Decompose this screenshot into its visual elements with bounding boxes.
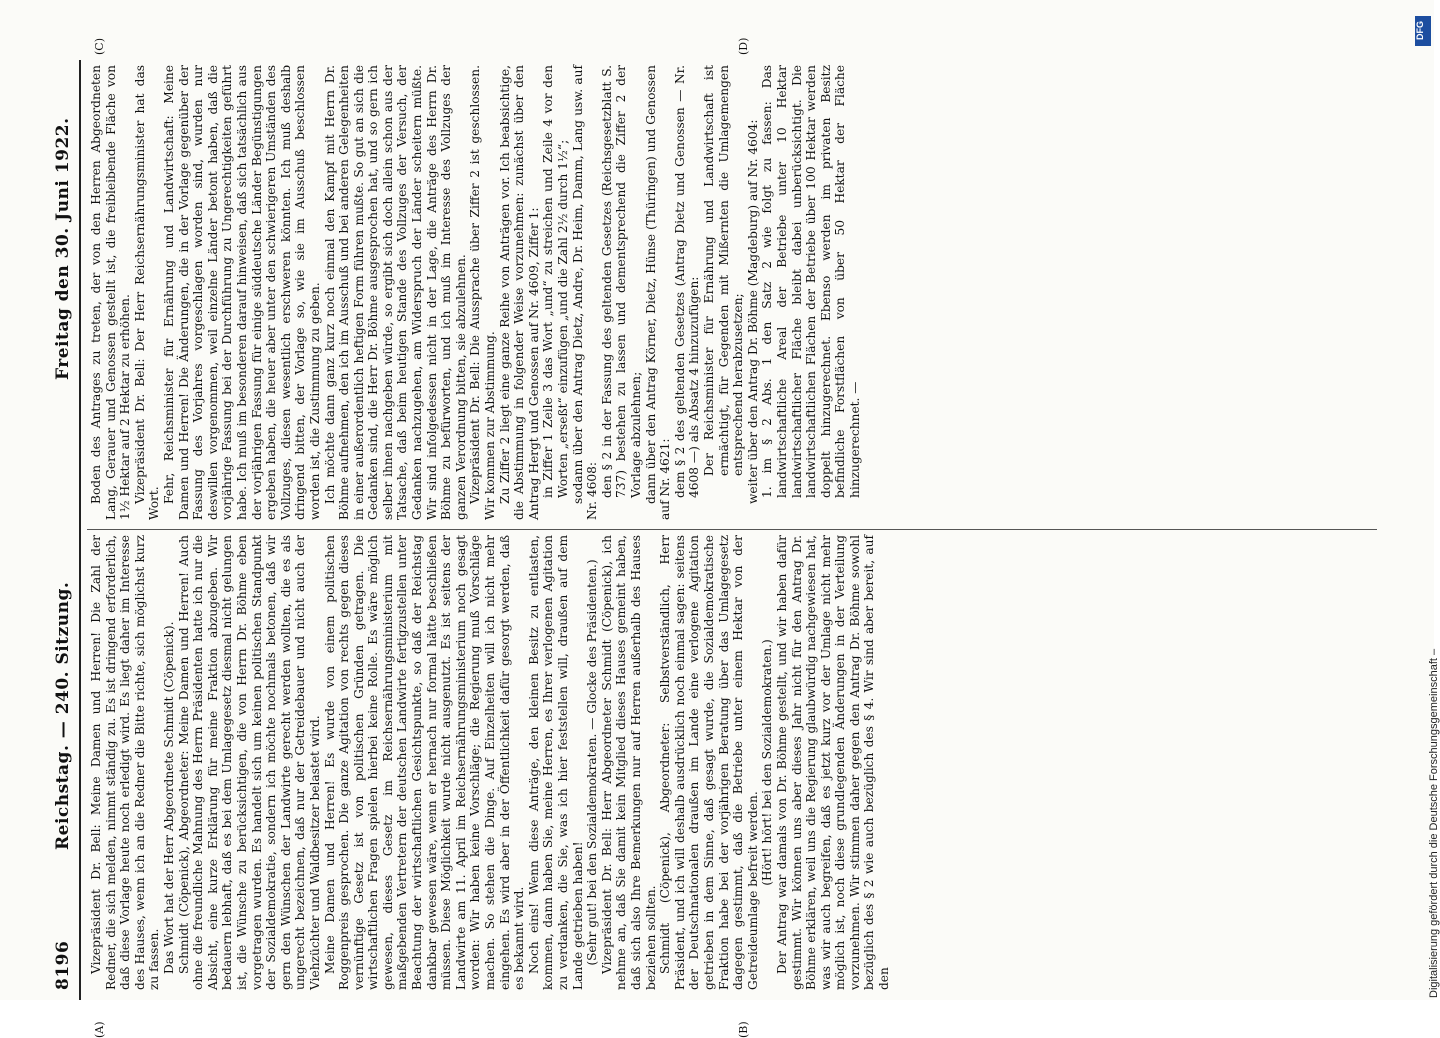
paragraph: Schmidt (Cöpenick), Abgeordneter: Meine Damen und Herren! Auch ohne die freundliche Mahnung des Herrn Präsidenten hatte ich nur die Absicht, eine kurze Erklärung für meine Fraktion abzugeben. Wir bedauern lebhaft, daß es bei dem Umlagegesetz diesmal nicht gelungen ist, die Wünsche zu berücksichtigen, die von Herrn Dr. Böhme eben vorgetragen wurden. Es handelt sich um keinen politischen Standpunkt der Sozialdemokratie, sondern ich möchte nochmals betonen, daß wir gern den Wünschen der Landwirte gerecht werden wollten, die es als ungerecht bezeichnen, daß nur der Getreidebauer und nicht auch der Viehzüchter und Waldbesitzer belastet wird. (176, 535, 322, 990)
page-header (47, 60, 77, 1000)
paragraph: Schmidt (Cöpenick), Abgeordneter: Selbstverständlich, Herr Präsident, und ich will deshalb ausdrücklich noch einmal sagen: seitens der Deutschnationalen draußen im Lande eine verlogene Agitation getrieben in dem Sinne, daß gesagt wurde, die Sozialdemokratische Fraktion habe bei der vorjährigen Beratung über das Umlagegesetz dagegen gestimmt, daß die Betriebe unter einem Hektar von der Getreideumlage befreit werden. (658, 535, 760, 990)
digitization-stamp (1414, 8, 1440, 998)
margin-marker-c: (C) (93, 38, 106, 55)
margin-marker-b: (B) (737, 1021, 750, 1038)
motion-text: in Ziffer 1 Zeile 3 das Wort „und“ zu streichen und Zeile 4 vor den Worten „erseßt“ einzufügen „und die Zahl 2½ durch 1½“; (541, 65, 570, 498)
paragraph: Das Wort hat der Herr Abgeordnete Schmidt (Cöpenick). (161, 621, 176, 974)
paragraph: Vizepräsident Dr. Bell: Der Herr Reichsernährungsminister hat das Wort. (132, 65, 162, 520)
paragraph: Der Antrag war damals von Dr. Böhme gestellt, und wir haben dafür gestimmt. Wir können uns aber dieses Jahr nicht für den Antrag Dr. Böhme erklären, weil uns die Regierung glaubwürdig nachgewiesen hat, was wir auch begreifen, daß es jetzt kurz vor der Umlage nicht mehr möglich ist, noch diese grundlegenden Änderungen in der Verteilung vorzunehmen. Wir stimmen daher gegen den Antrag Dr. Böhme sowohl bezüglich des § 2 wie auch bezüglich des § 4. Wir sind aber bereit, auf den (774, 535, 892, 990)
right-column (89, 65, 862, 520)
motion-text: Der Reichsminister für Ernährung und Landwirtschaft ist ermächtigt, für Gegenden mit Mißernten die Umlagemengen entsprechend herabzusetzen; (701, 65, 746, 476)
interjection: (Hört! hört! bei den Sozialdemokraten.) (760, 639, 775, 886)
paragraph: Noch eins! Wenn diese Anträge, den kleinen Besitz zu entlasten, kommen, dann haben Sie, meine Herren, es Ihrer verlogenen Agitation zu verdanken, die Sie, was ich hier feststellen will, draußen auf dem Lande getrieben haben! (526, 535, 585, 990)
motion-text: 1. im § 2 Abs. 1 den Satz 2 wie folgt zu fassen: Das landwirtschaftliche Areal der Betriebe unter 10 Hektar landwirtschaftlicher Fläche bleibt dabei unberücksichtigt. Die landwirtschaftlichen Flächen der Betriebe über 100 Hektar werden doppelt hinzugerechnet. Ebenso werden im privaten Besitz befindliche Forstflächen von über 50 Hektar der Fläche hinzugerechnet. — (760, 65, 862, 498)
paragraph: Vizepräsident Dr. Bell: Meine Damen und Herren! Die Zahl der Redner, die sich melden, nimmt ständig zu. Es ist dringend erforderlich, daß diese Vorlage heute noch erledigt wird. Es liegt daher im Interesse des Hauses, wenn ich an die Redner die Bitte richte, sich möglichst kurz zu fassen. (89, 535, 162, 990)
stamp-text: Digitalisierung gefördert durch die Deutsche Forschungsgemeinschaft – (1428, 648, 1440, 998)
page-number: 8196 (53, 940, 73, 990)
paragraph: Boden des Antrages zu treten, der von den Herren Abgeordneten Lang, Gerauer und Genossen gestellt ist, die freibleibende Fläche von 1½ Hektar auf 2 Hektar zu erhöhen. (89, 65, 133, 520)
header-rule (79, 60, 81, 1000)
paragraph: sodann über den Antrag Dietz, Andre, Dr. Heim, Damm, Lang usw. auf Nr. 4608: (570, 65, 600, 520)
motion-text: den § 2 in der Fassung des geltenden Gesetzes (Reichsgesetzblatt S. 737) bestehen zu lassen und dementsprechend die Ziffer 2 der Vorlage abzulehnen; (599, 65, 643, 498)
paragraph: Zu Ziffer 2 liegt eine ganze Reihe von Anträgen vor. Ich beabsichtige, die Abstimmung in folgender Weise vorzunehmen: zunächst über den Antrag Hergt und Genossen auf Nr. 4609, Ziffer 1: (497, 65, 541, 520)
left-column (89, 535, 892, 990)
margin-marker-d: (D) (737, 37, 750, 55)
paragraph: Vizepräsident Dr. Bell: Herr Abgeordneter Schmidt (Cöpenick), ich nehme an, daß Sie damit kein Mitglied dieses Hauses gemeint haben, daß sich also Ihre Bemerkungen nur auf Herren außerhalb des Hauses beziehen sollten. (599, 535, 658, 990)
paragraph: weiter über den Antrag Dr. Böhme (Magdeburg) auf Nr. 4604: (745, 119, 760, 504)
rotated-page-content (47, 37, 1387, 1038)
motion-text: dem § 2 des geltenden Gesetzes (Antrag Dietz und Genossen — Nr. 4608 —) als Absatz 4 hinzuzufügen: (672, 65, 702, 498)
interjection: (Sehr gut! bei den Sozialdemokraten. — Glocke des Präsidenten.) (585, 559, 600, 966)
paragraph: Ich möchte dann ganz kurz noch einmal den Kampf mit Herrn Dr. Böhme aufnehmen, den ich im Ausschuß und bei anderen Gelegenheiten in einer außerordentlich heftigen Form führen mußte. So gut an sich die Gedanken sind, die Herr Dr. Böhme ausgesprochen hat, und so gern ich selber ihnen nachgeben würde, so ergibt sich doch allein schon aus der Tatsache, daß beim heutigen Stande des Vollzuges der Versuch, der Gedanken nachzugehen, am Widerspruch der Länder scheitern müßte. Wir sind infolgedessen nicht in der Lage, die Anträge des Herrn Dr. Böhme zu befürworten, und ich muß im Interesse des Vollzuges der ganzen Verordnung bitten, sie abzulehnen. (322, 65, 468, 520)
paragraph: dann über den Antrag Körner, Dietz, Hünse (Thüringen) und Genossen auf Nr. 4621: (643, 65, 673, 520)
session-date: Freitag den 30. Juni 1922. (53, 117, 73, 380)
paragraph: Vizepräsident Dr. Bell: Die Aussprache über Ziffer 2 ist geschlossen. Wir kommen zur Abstimmung. (468, 65, 498, 520)
margin-marker-a: (A) (93, 1021, 106, 1038)
dfg-logo: DFG (1415, 16, 1431, 46)
paragraph: Fehr, Reichsminister für Ernährung und Landwirtschaft: Meine Damen und Herren! Die Änderungen, die in der Vorlage gegenüber der Fassung des Vorjahres vorgeschlagen worden sind, wurden nur deswillen vorgenommen, weil einzelne Länder betont haben, daß die vorjährige Fassung bei der Durchführung zu Ungerechtigkeiten geführt habe. Ich muß im besonderen darauf hinweisen, daß sich tatsächlich aus der vorjährigen Fassung für einige süddeutsche Länder Begünstigungen ergeben haben, die heuer aber unter den schwierigeren Umständen des Vollzuges, diesen wesentlich erschweren könnten. Ich muß deshalb dringend bitten, der Vorlage so, wie sie im Ausschuß beschlossen worden ist, die Zustimmung zu geben. (161, 65, 322, 520)
paragraph: Meine Damen und Herren! Es wurde von einem politischen Roggenpreis gesprochen. Die ganze Agitation von rechts gegen dieses vernünftige Gesetz ist von politischen Gründen getragen. Die wirtschaftlichen Fragen spielen hierbei keine Rolle. Es wäre möglich gewesen, dieses Gesetz im Reichsernährungsministerium mit maßgebenden Vertretern der deutschen Landwirte fertigzustellen unter Beachtung der wirtschaftlichen Gesichtspunkte, so daß der Reichstag dankbar gewesen wäre, wenn er hernach nur formal hätte beschließen müssen. Diese Möglichkeit wurde nicht ausgenutzt. Es ist seitens der Landwirte am 11. April im Reichsernährungsministerium noch gesagt worden: Wir haben keine Vorschläge; die Regierung muß Vorschläge machen. So stehen die Dinge. Auf Einzelheiten will ich nicht mehr eingehen. Es wird aber in der Öffentlichkeit dafür gesorgt werden, daß es bekannt wird. (322, 535, 527, 990)
session-title: Reichstag. — 240. Sitzung. (53, 581, 73, 850)
column-divider (87, 529, 1377, 530)
